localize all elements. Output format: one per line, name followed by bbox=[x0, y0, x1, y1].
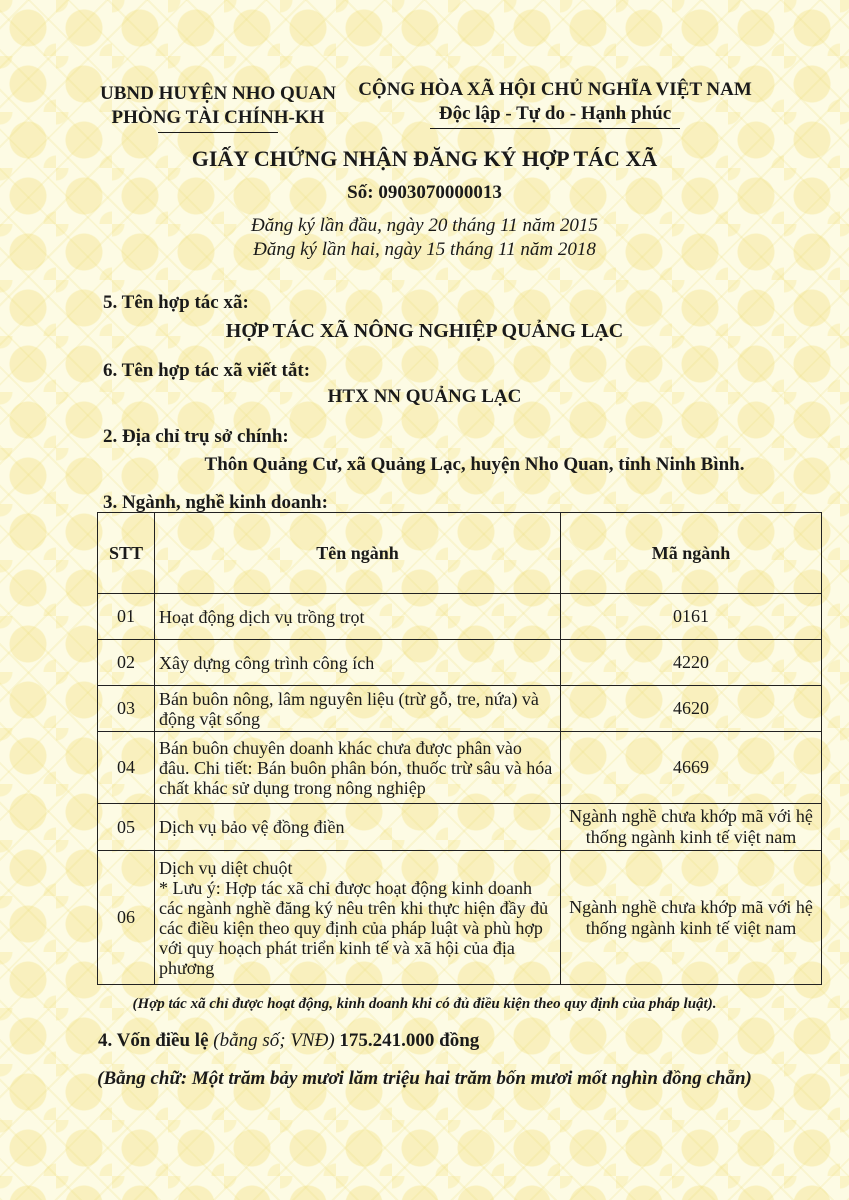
country-name: CỘNG HÒA XÃ HỘI CHỦ NGHĨA VIỆT NAM bbox=[358, 79, 752, 100]
cooperative-name-label: 5. Tên hợp tác xã: bbox=[103, 292, 249, 313]
second-registration: Đăng ký lần hai, ngày 15 tháng 11 năm 2018 bbox=[253, 239, 596, 260]
national-header bbox=[355, 78, 755, 129]
capital-in-words: (Bằng chữ: Một trăm bảy mươi lăm triệu hai trăm bốn mươi mốt nghìn đồng chẵn) bbox=[97, 1068, 752, 1089]
table-row bbox=[98, 732, 822, 804]
row-name: Bán buôn nông, lâm nguyên liệu (trừ gỗ, tre, nứa) và động vật sống bbox=[155, 686, 561, 732]
header-code: Mã ngành bbox=[561, 513, 822, 594]
capital-amount: 175.241.000 đồng bbox=[339, 1030, 480, 1051]
document-title: GIẤY CHỨNG NHẬN ĐĂNG KÝ HỢP TÁC XÃ bbox=[191, 146, 658, 171]
row-name-note: * Lưu ý: Hợp tác xã chỉ được hoạt động kinh doanh các ngành nghề đăng ký nêu trên khi thực hiện đầy đủ các điều kiện theo quy định của pháp luật và phù hợp với quy hoạch phát triển kinh tế và xã hội của địa phương bbox=[159, 877, 549, 978]
row-stt: 01 bbox=[98, 594, 155, 640]
row-name: Xây dựng công trình công ích bbox=[155, 640, 561, 686]
table-header-row bbox=[98, 513, 822, 594]
short-name: HTX NN QUẢNG LẠC bbox=[327, 386, 522, 407]
short-name-label: 6. Tên hợp tác xã viết tắt: bbox=[103, 360, 311, 381]
row-code: Ngành nghề chưa khớp mã với hệ thống ngành kinh tế việt nam bbox=[561, 851, 822, 985]
row-name: Dịch vụ bảo vệ đồng điền bbox=[155, 804, 561, 851]
row-stt: 03 bbox=[98, 686, 155, 732]
document-number: Số: 0903070000013 bbox=[347, 182, 502, 203]
address-label: 2. Địa chỉ trụ sở chính: bbox=[103, 426, 289, 447]
country-motto: Độc lập - Tự do - Hạnh phúc bbox=[438, 103, 672, 124]
authority-underline bbox=[158, 132, 278, 133]
address-value: Thôn Quảng Cư, xã Quảng Lạc, huyện Nho Quan, tỉnh Ninh Bình. bbox=[204, 454, 745, 475]
charter-capital bbox=[98, 1030, 479, 1052]
row-stt: 02 bbox=[98, 640, 155, 686]
table-row bbox=[98, 686, 822, 732]
row-code: Ngành nghề chưa khớp mã với hệ thống ngành kinh tế việt nam bbox=[561, 804, 822, 851]
header-name: Tên ngành bbox=[155, 513, 561, 594]
row-name: Hoạt động dịch vụ trồng trọt bbox=[155, 594, 561, 640]
table-row bbox=[98, 804, 822, 851]
issuing-authority bbox=[88, 82, 348, 133]
row-stt: 05 bbox=[98, 804, 155, 851]
table-row bbox=[98, 851, 822, 985]
row-name-main: Dịch vụ diệt chuột bbox=[159, 857, 293, 878]
registration-dates bbox=[0, 214, 849, 262]
authority-line-1: UBND HUYỆN NHO QUAN bbox=[100, 83, 336, 104]
row-code: 4620 bbox=[561, 686, 822, 732]
business-lines-label: 3. Ngành, nghề kinh doanh: bbox=[103, 492, 328, 513]
cooperative-name: HỢP TÁC XÃ NÔNG NGHIỆP QUẢNG LẠC bbox=[225, 320, 624, 342]
business-lines-table bbox=[97, 512, 822, 985]
capital-label: 4. Vốn điều lệ bbox=[98, 1030, 209, 1051]
row-code: 4669 bbox=[561, 732, 822, 804]
first-registration: Đăng ký lần đầu, ngày 20 tháng 11 năm 2015 bbox=[251, 215, 598, 236]
authority-line-2: PHÒNG TÀI CHÍNH-KH bbox=[111, 107, 325, 128]
row-stt: 04 bbox=[98, 732, 155, 804]
row-name: Bán buôn chuyên doanh khác chưa được phân vào đâu. Chi tiết: Bán buôn phân bón, thuốc trừ sâu và hóa chất khác sử dụng trong nông nghiệp bbox=[155, 732, 561, 804]
legal-note: (Hợp tác xã chỉ được hoạt động, kinh doanh khi có đủ điều kiện theo quy định của pháp luật). bbox=[132, 996, 717, 1012]
row-code: 4220 bbox=[561, 640, 822, 686]
row-name bbox=[155, 851, 561, 985]
capital-unit: (bằng số; VNĐ) bbox=[213, 1030, 335, 1051]
motto-underline bbox=[430, 128, 680, 129]
row-stt: 06 bbox=[98, 851, 155, 985]
row-code: 0161 bbox=[561, 594, 822, 640]
table-row bbox=[98, 640, 822, 686]
table-row bbox=[98, 594, 822, 640]
header-stt: STT bbox=[98, 513, 155, 594]
